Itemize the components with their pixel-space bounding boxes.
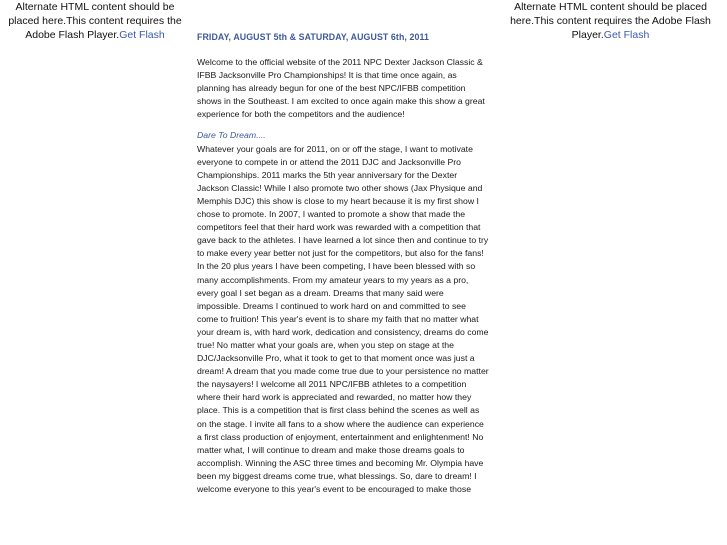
body-paragraph: Whatever your goals are for 2011, on or off the stage, I want to motivate everyone to compete in or attend the 2011 DJC and Jacksonville Pro Championships. 2011 marks the 5th year anniversary for the Dexter Jackson Classic! While I also promote two other shows (Jax Physique and Memphis DJC) this show is close to my heart because it is my first show I chose to promote. In 2007, I wanted to promote a show that made the competitors feel that their hard work was rewarded with a competition that gave back to the athletes. I have learned a lot since then and continue to try to make every year better not just for the competitors, but also for the fans! In the 20 plus years I have been competing, I have been blessed with so many accomplishments. From my amateur years to my years as a pro, every goal I set began as a dream. Dreams that many said were impossible. Dreams I continued to work hard on and committed to see come to fruition! This year's event is to share my faith that no matter what your dream is, with hard work, dedication and consistency, dreams do come true! No matter what your goals are, when you step on stage at the DJC/Jacksonville Pro, what it took to get to that moment once was just a dream! A dream that you made come true due to your persistence no matter the naysayers! I welcome all 2011 NPC/IFBB athletes to a competition where their hard work is appreciated and rewarded, no matter how they place. This is a competition that is first class behind the scenes as well as on the stage. I invite all fans to a show where the audience can experience a first class production of enjoyment, entertainment and enlightenment! No matter what, I will continue to dream and make those dreams goals to accomplish. Winning the ASC three times and becoming Mr. Olympia have been my biggest dreams come true, what blessings. So, dare to dream! I welcome everyone to this year's event to be encouraged to make those <box>197 143 489 494</box>
get-flash-link[interactable]: Get Flash <box>603 29 650 41</box>
get-flash-link[interactable]: Get Flash <box>119 29 165 41</box>
flash-alt-text: Alternate HTML content should be placed here.This content requires the Adobe Flash Player. <box>8 1 182 41</box>
dare-to-dream-subheading: Dare To Dream.... <box>197 130 266 141</box>
flash-alt-text: Alternate HTML content should be placed here.This content requires the Adobe Flash Player. <box>510 1 711 41</box>
article-column <box>197 30 489 496</box>
event-date-heading: FRIDAY, AUGUST 5th & SATURDAY, AUGUST 6th, 2011 <box>197 32 429 42</box>
flash-placeholder-left <box>0 0 190 42</box>
flash-placeholder-right <box>494 0 727 42</box>
intro-paragraph: Welcome to the official website of the 2011 NPC Dexter Jackson Classic & IFBB Jacksonville Pro Championships! It is that time once again, as planning has already begun for one of the best NPC/IFBB competition shows in the Southeast. I am excited to once again make this show a great experience for both the competitors and the audience! <box>197 57 485 120</box>
